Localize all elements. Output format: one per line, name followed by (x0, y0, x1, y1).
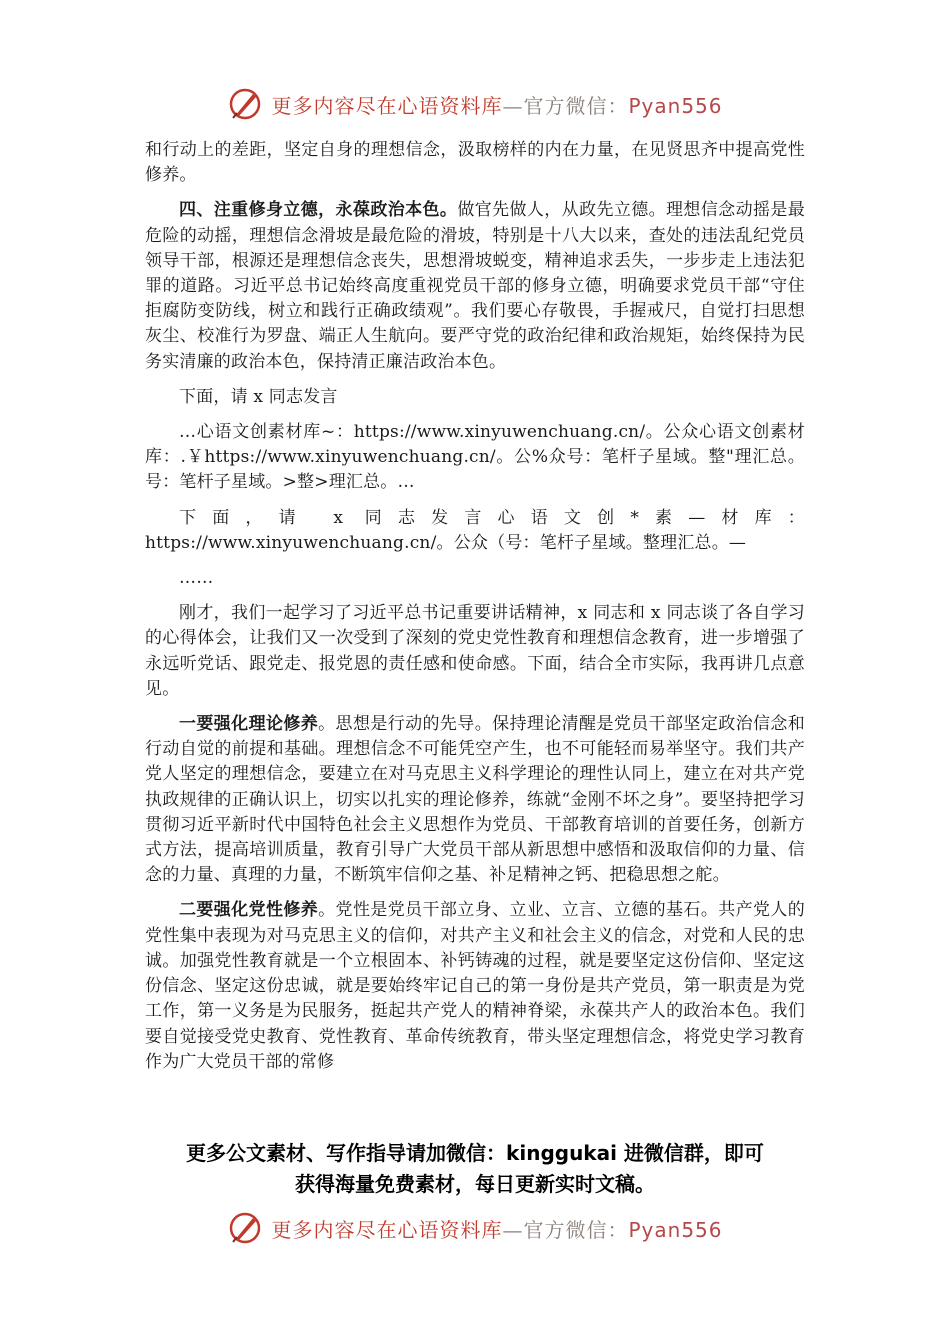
promo-line-1: 更多公文素材、写作指导请加微信：kinggukai 进微信群，即可 (186, 1141, 764, 1165)
header-brand-sep: — (502, 93, 524, 118)
paragraph-ellipsis: …… (179, 568, 214, 589)
paragraph-summary: 刚才，我们一起学习了习近平总书记重要讲话精神，x 同志和 x 同志谈了各自学习的心得体会，让我们又一次受到了深刻的党史党性教育和理想信念教育，进一步增强了永远听党话、跟党走、报党恩的责任感和使命感。下面，结合全市实际，我再讲几点意见。 (145, 603, 805, 699)
page-footer-banner (0, 1206, 950, 1250)
paragraph-point-one (145, 712, 805, 888)
point-one-text: 。思想是行动的先导。保持理论清醒是党员干部坚定政治信念和行动自觉的前提和基础。理想信念不可能凭空产生，也不可能轻而易举坚守。我们共产党人坚定的理想信念，要建立在对马克思主义科学理论的理性认同上，建立在对共产党执政规律的正确认识上，切实以扎实的理论修养，练就“金刚不坏之身”。要坚持把学习贯彻习近平新时代中国特色社会主义思想作为党员、干部教育培训的首要任务，创新方式方法，提高培训质量，教育引导广大党员干部从新思想中感悟和汲取信仰的力量、信念的力量、真理的力量，不断筑牢信仰之基、补足精神之钙、把稳思想之舵。 (145, 714, 805, 886)
header-brand-text (271, 90, 722, 119)
point-one-heading: 一要强化理论修养 (179, 714, 319, 735)
footer-brand-text (271, 1214, 722, 1243)
section-four-heading: 四、注重修身立德，永葆政治本色。 (179, 200, 458, 221)
quill-pen-logo-icon (227, 1210, 263, 1246)
footer-brand-official: 官方微信： (523, 1217, 629, 1242)
page-header-banner (0, 82, 950, 126)
promo-line-2: 获得海量免费素材，每日更新实时文稿。 (295, 1172, 655, 1196)
point-two-heading: 二要强化党性修养 (179, 900, 319, 921)
paragraph-continuation: 和行动上的差距，坚定自身的理想信念，汲取榜样的内在力量，在见贤思齐中提高党性修养。 (145, 140, 805, 186)
header-brand-wechat: Pyan556 (628, 93, 723, 118)
paragraph-watermark-text-1: …心语文创素材库~：https://www.xinyuwenchuang.cn/。公众心语文创素材库：.￥https://www.xinyuwenchuang.cn/。公%众号：笔杆子星域。整"理汇总。号：笔杆子星域。>整>理汇总。… (145, 422, 805, 493)
document-body (145, 138, 805, 1085)
footer-brand-main: 更多内容尽在心语资料库 (271, 1217, 503, 1242)
quill-pen-logo-icon (227, 86, 263, 122)
point-two-text: 。党性是党员干部立身、立业、立言、立德的基石。共产党人的党性集中表现为对马克思主义的信仰，对共产主义和社会主义的信念，对党和人民的忠诚。加强党性教育就是一个立根固本、补钙铸魂的过程，就是要坚定这份信仰、坚定这份信念、坚定这份忠诚，就是要始终牢记自己的第一身份是共产党员，第一职责是为党工作，第一义务是为民服务，挺起共产党人的精神脊梁，永葆共产人的政治本色。我们要自觉接受党史教育、党性教育、革命传统教育，带头坚定理想信念，将党史学习教育作为广大党员干部的常修 (145, 900, 805, 1072)
footer-brand-wechat: Pyan556 (628, 1217, 723, 1242)
paragraph-section-four (145, 198, 805, 374)
section-four-text: 做官先做人，从政先立德。理想信念动摇是最危险的动摇，理想信念滑坡是最危险的滑坡，特别是十八大以来，查处的违法乱纪党员领导干部，根源还是理想信念丧失，思想滑坡蜕变，精神追求丢失，一步步走上违法犯罪的道路。习近平总书记始终高度重视党员干部的修身立德，明确要求党员干部“守住拒腐防变防线，树立和践行正确政绩观”。我们要心存敬畏，手握戒尺，自觉打扫思想灰尘、校准行为罗盘、端正人生航向。要严守党的政治纪律和政治规矩，始终保持为民务实清廉的政治本色，保持清正廉洁政治本色。 (145, 200, 806, 372)
promo-banner (0, 1138, 950, 1200)
footer-brand-sep: — (502, 1217, 524, 1242)
paragraph-watermark-text-2: 下面，请 x 同志发言心语文创*素—材库：https://www.xinyuwenchuang.cn/。公众（号：笔杆子星域。整理汇总。— (145, 507, 805, 553)
paragraph-next-speaker: 下面，请 x 同志发言 (179, 386, 338, 407)
header-brand-official: 官方微信： (523, 93, 629, 118)
header-brand-main: 更多内容尽在心语资料库 (271, 93, 503, 118)
paragraph-point-two (145, 898, 805, 1074)
